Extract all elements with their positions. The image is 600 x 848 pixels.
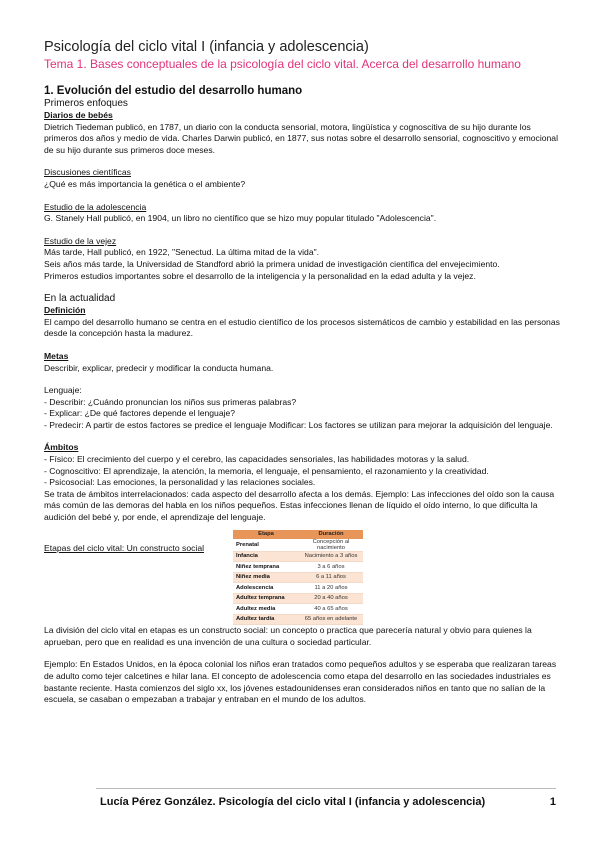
ambitos-item: - Psicosocial: Las emociones, la personalidad y las relaciones sociales. (44, 477, 316, 488)
table-cell: 20 a 40 años (299, 593, 363, 604)
adolescencia-text: G. Stanely Hall publicó, en 1904, un libro no científico que se hizo muy popular titulado "Adolescencia". (44, 213, 437, 224)
lenguaje-title: Lenguaje: (44, 385, 82, 396)
diarios-title: Diarios de bebés (44, 110, 113, 120)
vejez-text-1: Más tarde, Hall publicó, en 1922, "Senectud. La última mitad de la vida". (44, 247, 320, 258)
etapas-table (233, 530, 363, 626)
table-cell: Infancia (233, 551, 299, 562)
diarios-text: Dietrich Tiedeman publicó, en 1787, un diario con la conducta sensorial, motora, lingüística y cognoscitiva de su hijo durante los primeros dos años y medio de vida. Charles Darwin publicó, en 1877, sus notas sobre el desarrollo sensorial, cognoscitivo y emocional de su hijo durante sus primeros doce meses. (44, 121, 558, 155)
footer-divider (96, 788, 556, 789)
ambitos-text: Se trata de ámbitos interrelacionados: cada aspecto del desarrollo afecta a los demás. Ejemplo: Las infecciones del oído son la causa más común de las demoras del habla en los niños pequeños. Estas infecciones llenan de líquido el oído interno, lo que dificulta la audición del bebé y, por ende, el aprendizaje del lenguaje. (44, 488, 555, 523)
footer-author: Lucía Pérez González. Psicología del ciclo vital I (infancia y adolescencia) (100, 796, 486, 808)
discusiones-text: ¿Qué es más importancia la genética o el ambiente? (44, 178, 246, 189)
table-cell: Niñez media (233, 572, 299, 583)
page-footer (100, 796, 556, 808)
table-cell: Concepción al nacimiento (299, 539, 363, 552)
table-cell: Adultez media (233, 604, 299, 615)
table-row (233, 604, 363, 615)
table-row (233, 572, 363, 583)
vejez-text-3: Primeros estudios importantes sobre el desarrollo de la inteligencia y la personalidad en la edad adulta y la vejez. (44, 270, 476, 281)
metas-text: Describir, explicar, predecir y modificar la conducta humana. (44, 362, 274, 373)
document-subtitle: Tema 1. Bases conceptuales de la psicología del ciclo vital. Acerca del desarrollo humano (44, 57, 521, 71)
table-row (233, 614, 363, 625)
page-number: 1 (549, 796, 556, 808)
lenguaje-item: - Predecir: A partir de estos factores se predice el lenguaje Modificar: Los factores se utilizan para mejorar la adquisición del lenguaje. (44, 419, 553, 430)
table-cell: Nacimiento a 3 años (299, 551, 363, 562)
actualidad-heading: En la actualidad (44, 293, 116, 305)
ambitos-title: Ámbitos (44, 442, 79, 453)
discusiones-title: Discusiones científicas (44, 167, 131, 178)
primeros-enfoques-heading: Primeros enfoques (44, 98, 128, 109)
lenguaje-item: - Describir: ¿Cuándo pronuncian los niños sus primeras palabras? (44, 396, 297, 407)
table-header: Etapa (233, 530, 299, 539)
document-title: Psicología del ciclo vital I (infancia y adolescencia) (44, 39, 369, 55)
table-header: Duración (299, 530, 363, 539)
definicion-text: El campo del desarrollo humano se centra en el estudio científico de los procesos sistemáticos de cambio y estabilidad en las personas desde la concepción hasta la madurez. (44, 316, 560, 339)
vejez-text-2: Seis años más tarde, la Universidad de Standford abrió la primera unidad de investigación científica del envejecimiento. (44, 258, 500, 269)
table-cell: 6 a 11 años (299, 572, 363, 583)
table-row (233, 551, 363, 562)
etapas-text-1: La división del ciclo vital en etapas es un constructo social: un concepto o practica que parecería natural y obvio para quienes la aprueban, pero que en realidad es una invención de una cultura o sociedad particular. (44, 625, 532, 647)
table-cell: Adolescencia (233, 583, 299, 594)
table-row (233, 593, 363, 604)
table-cell: Niñez temprana (233, 562, 299, 573)
table-cell: 11 a 20 años (299, 583, 363, 594)
metas-title: Metas (44, 350, 69, 361)
definicion-title: Definición (44, 305, 86, 316)
table-cell: 40 a 65 años (299, 604, 363, 615)
table-cell: Adultez tardía (233, 614, 299, 625)
table-cell: 65 años en adelante (299, 614, 363, 625)
etapas-text-2: Ejemplo: En Estados Unidos, en la época colonial los niños eran tratados como pequeños adultos y se esperaba que realizaran tareas de adulto como tejer calcetines e hilar lana. El concepto de adolescencia como etapa del desarrollo en las sociedades industriales es bastante reciente. Hasta comienzos del siglo xx, los jóvenes estadounidenses eran considerados niños en tanto que no salían de la escuela, se casaban o empezaban a trabajar y entraban en el mundo de los adultos. (44, 659, 557, 705)
lenguaje-item: - Explicar: ¿De qué factores depende el lenguaje? (44, 408, 236, 419)
etapas-block (44, 530, 560, 626)
section-heading: 1. Evolución del estudio del desarrollo humano (44, 85, 303, 97)
etapas-title: Etapas del ciclo vital: Un constructo social (44, 542, 205, 553)
document-page (44, 38, 560, 706)
table-row (233, 583, 363, 594)
table-row (233, 539, 363, 552)
table-row (233, 562, 363, 573)
ambitos-item: - Físico: El crecimiento del cuerpo y el cerebro, las capacidades sensoriales, las habilidades motoras y la salud. (44, 454, 470, 465)
ambitos-item: - Cognoscitivo: El aprendizaje, la atención, la memoria, el lenguaje, el pensamiento, el razonamiento y la creatividad. (44, 465, 489, 476)
table-cell: Adultez temprana (233, 593, 299, 604)
vejez-title: Estudio de la vejez (44, 235, 117, 246)
adolescencia-title: Estudio de la adolescencia (44, 201, 147, 212)
table-cell: 3 a 6 años (299, 562, 363, 573)
table-cell: Prenatal (233, 539, 299, 552)
